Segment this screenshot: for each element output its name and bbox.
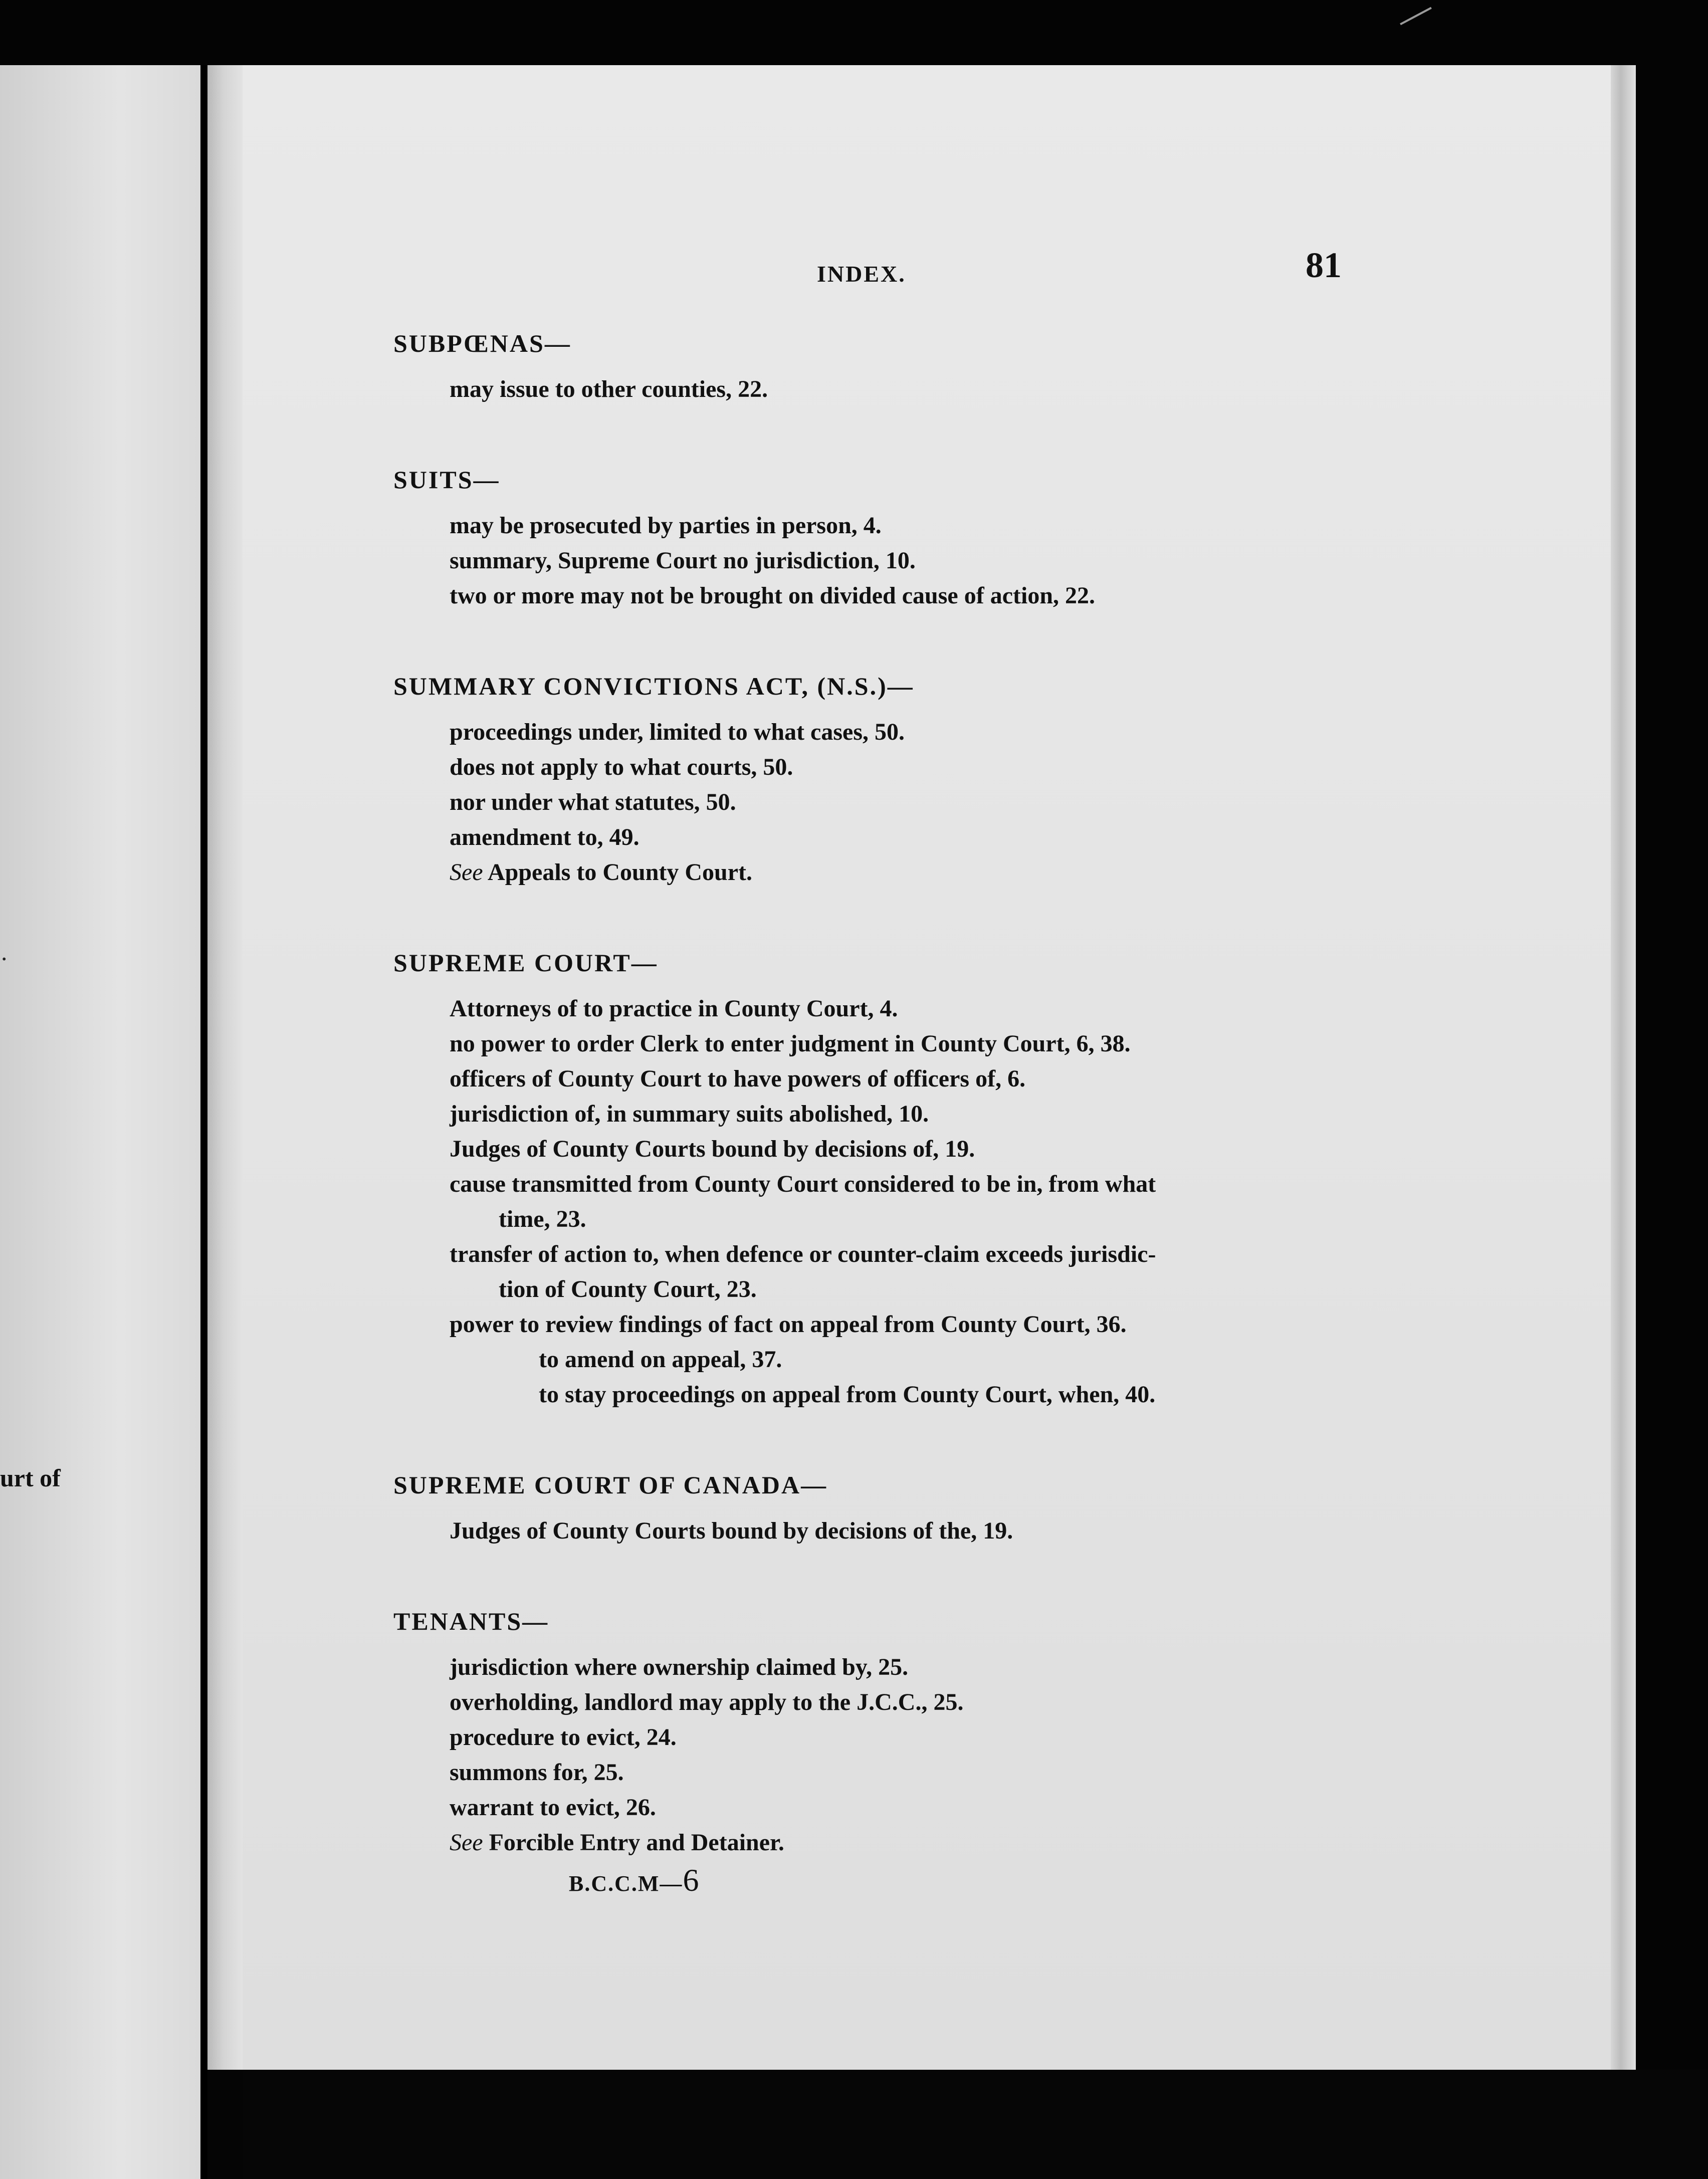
index-content	[393, 326, 1396, 1904]
index-entry: nor under what statutes, 50.	[450, 789, 736, 815]
section-heading: SUBPŒNAS—	[393, 329, 571, 357]
index-entry: Judges of County Courts bound by decisions of the, 19.	[450, 1517, 1013, 1544]
left-page-dot: .	[1, 938, 8, 966]
index-entry: summary, Supreme Court no jurisdiction, 10.	[450, 547, 916, 574]
running-head: INDEX.	[817, 261, 906, 287]
index-entry: transfer of action to, when defence or counter-claim exceeds jurisdic-	[450, 1241, 1156, 1267]
left-page-text-fragment: urt of	[0, 1464, 61, 1492]
index-entry: Judges of County Courts bound by decisions of, 19.	[450, 1136, 975, 1162]
gutter-shadow	[207, 65, 243, 2070]
index-entry: power to review findings of fact on appeal from County Court, 36.	[450, 1311, 1127, 1338]
index-entry: jurisdiction where ownership claimed by, 25.	[450, 1654, 909, 1680]
scan-bottom-border	[243, 2070, 1708, 2179]
index-see-reference	[393, 855, 1396, 890]
index-entry: amendment to, 49.	[450, 824, 639, 850]
section-heading: TENANTS—	[393, 1607, 549, 1635]
index-entry: Attorneys of to practice in County Court, 4.	[450, 995, 898, 1022]
section-heading: SUPREME COURT—	[393, 949, 658, 977]
index-entry: proceedings under, limited to what cases, 50.	[450, 719, 905, 745]
section-heading: SUPREME COURT OF CANADA—	[393, 1471, 828, 1499]
index-see-reference	[393, 1825, 1396, 1860]
index-entry: officers of County Court to have powers of officers of, 6.	[450, 1065, 1026, 1092]
signature-number: 6	[683, 1862, 700, 1898]
index-entry: jurisdiction of, in summary suits abolished, 10.	[450, 1101, 929, 1127]
page-gutter	[200, 65, 207, 2179]
index-entry: may be prosecuted by parties in person, 4.	[450, 512, 882, 539]
index-entry-continuation: time, 23.	[499, 1206, 586, 1232]
index-entry: cause transmitted from County Court considered to be in, from what	[450, 1171, 1156, 1197]
index-entry: no power to order Clerk to enter judgment in County Court, 6, 38.	[450, 1030, 1131, 1057]
left-page-fragment	[0, 65, 200, 2179]
section-heading: SUITS—	[393, 466, 500, 494]
see-target: Forcible Entry and Detainer.	[489, 1829, 784, 1856]
index-entry: warrant to evict, 26.	[450, 1794, 656, 1821]
page-number: 81	[1306, 245, 1342, 285]
signature-mark	[393, 1860, 1396, 1904]
scan-top-border	[0, 0, 1708, 65]
see-target: Appeals to County Court.	[487, 859, 753, 886]
see-label: See	[450, 1829, 483, 1856]
index-entry: may issue to other counties, 22.	[450, 376, 768, 402]
index-entry: overholding, landlord may apply to the J.C.C., 25.	[450, 1689, 964, 1715]
signature-prefix: B.C.C.M—	[569, 1871, 683, 1896]
index-entry: two or more may not be brought on divided cause of action, 22.	[450, 582, 1096, 609]
index-entry: procedure to evict, 24.	[450, 1724, 677, 1751]
index-entry: summons for, 25.	[450, 1759, 624, 1786]
index-entry: does not apply to what courts, 50.	[450, 754, 793, 780]
index-entry-continuation: tion of County Court, 23.	[499, 1276, 757, 1302]
index-subentry: to stay proceedings on appeal from County Court, when, 40.	[539, 1381, 1156, 1408]
section-heading: SUMMARY CONVICTIONS ACT, (N.S.)—	[393, 672, 914, 700]
see-label: See	[450, 859, 483, 886]
scan-right-border	[1636, 65, 1708, 2179]
page-right-edge	[1611, 65, 1636, 2070]
index-subentry: to amend on appeal, 37.	[539, 1346, 782, 1373]
